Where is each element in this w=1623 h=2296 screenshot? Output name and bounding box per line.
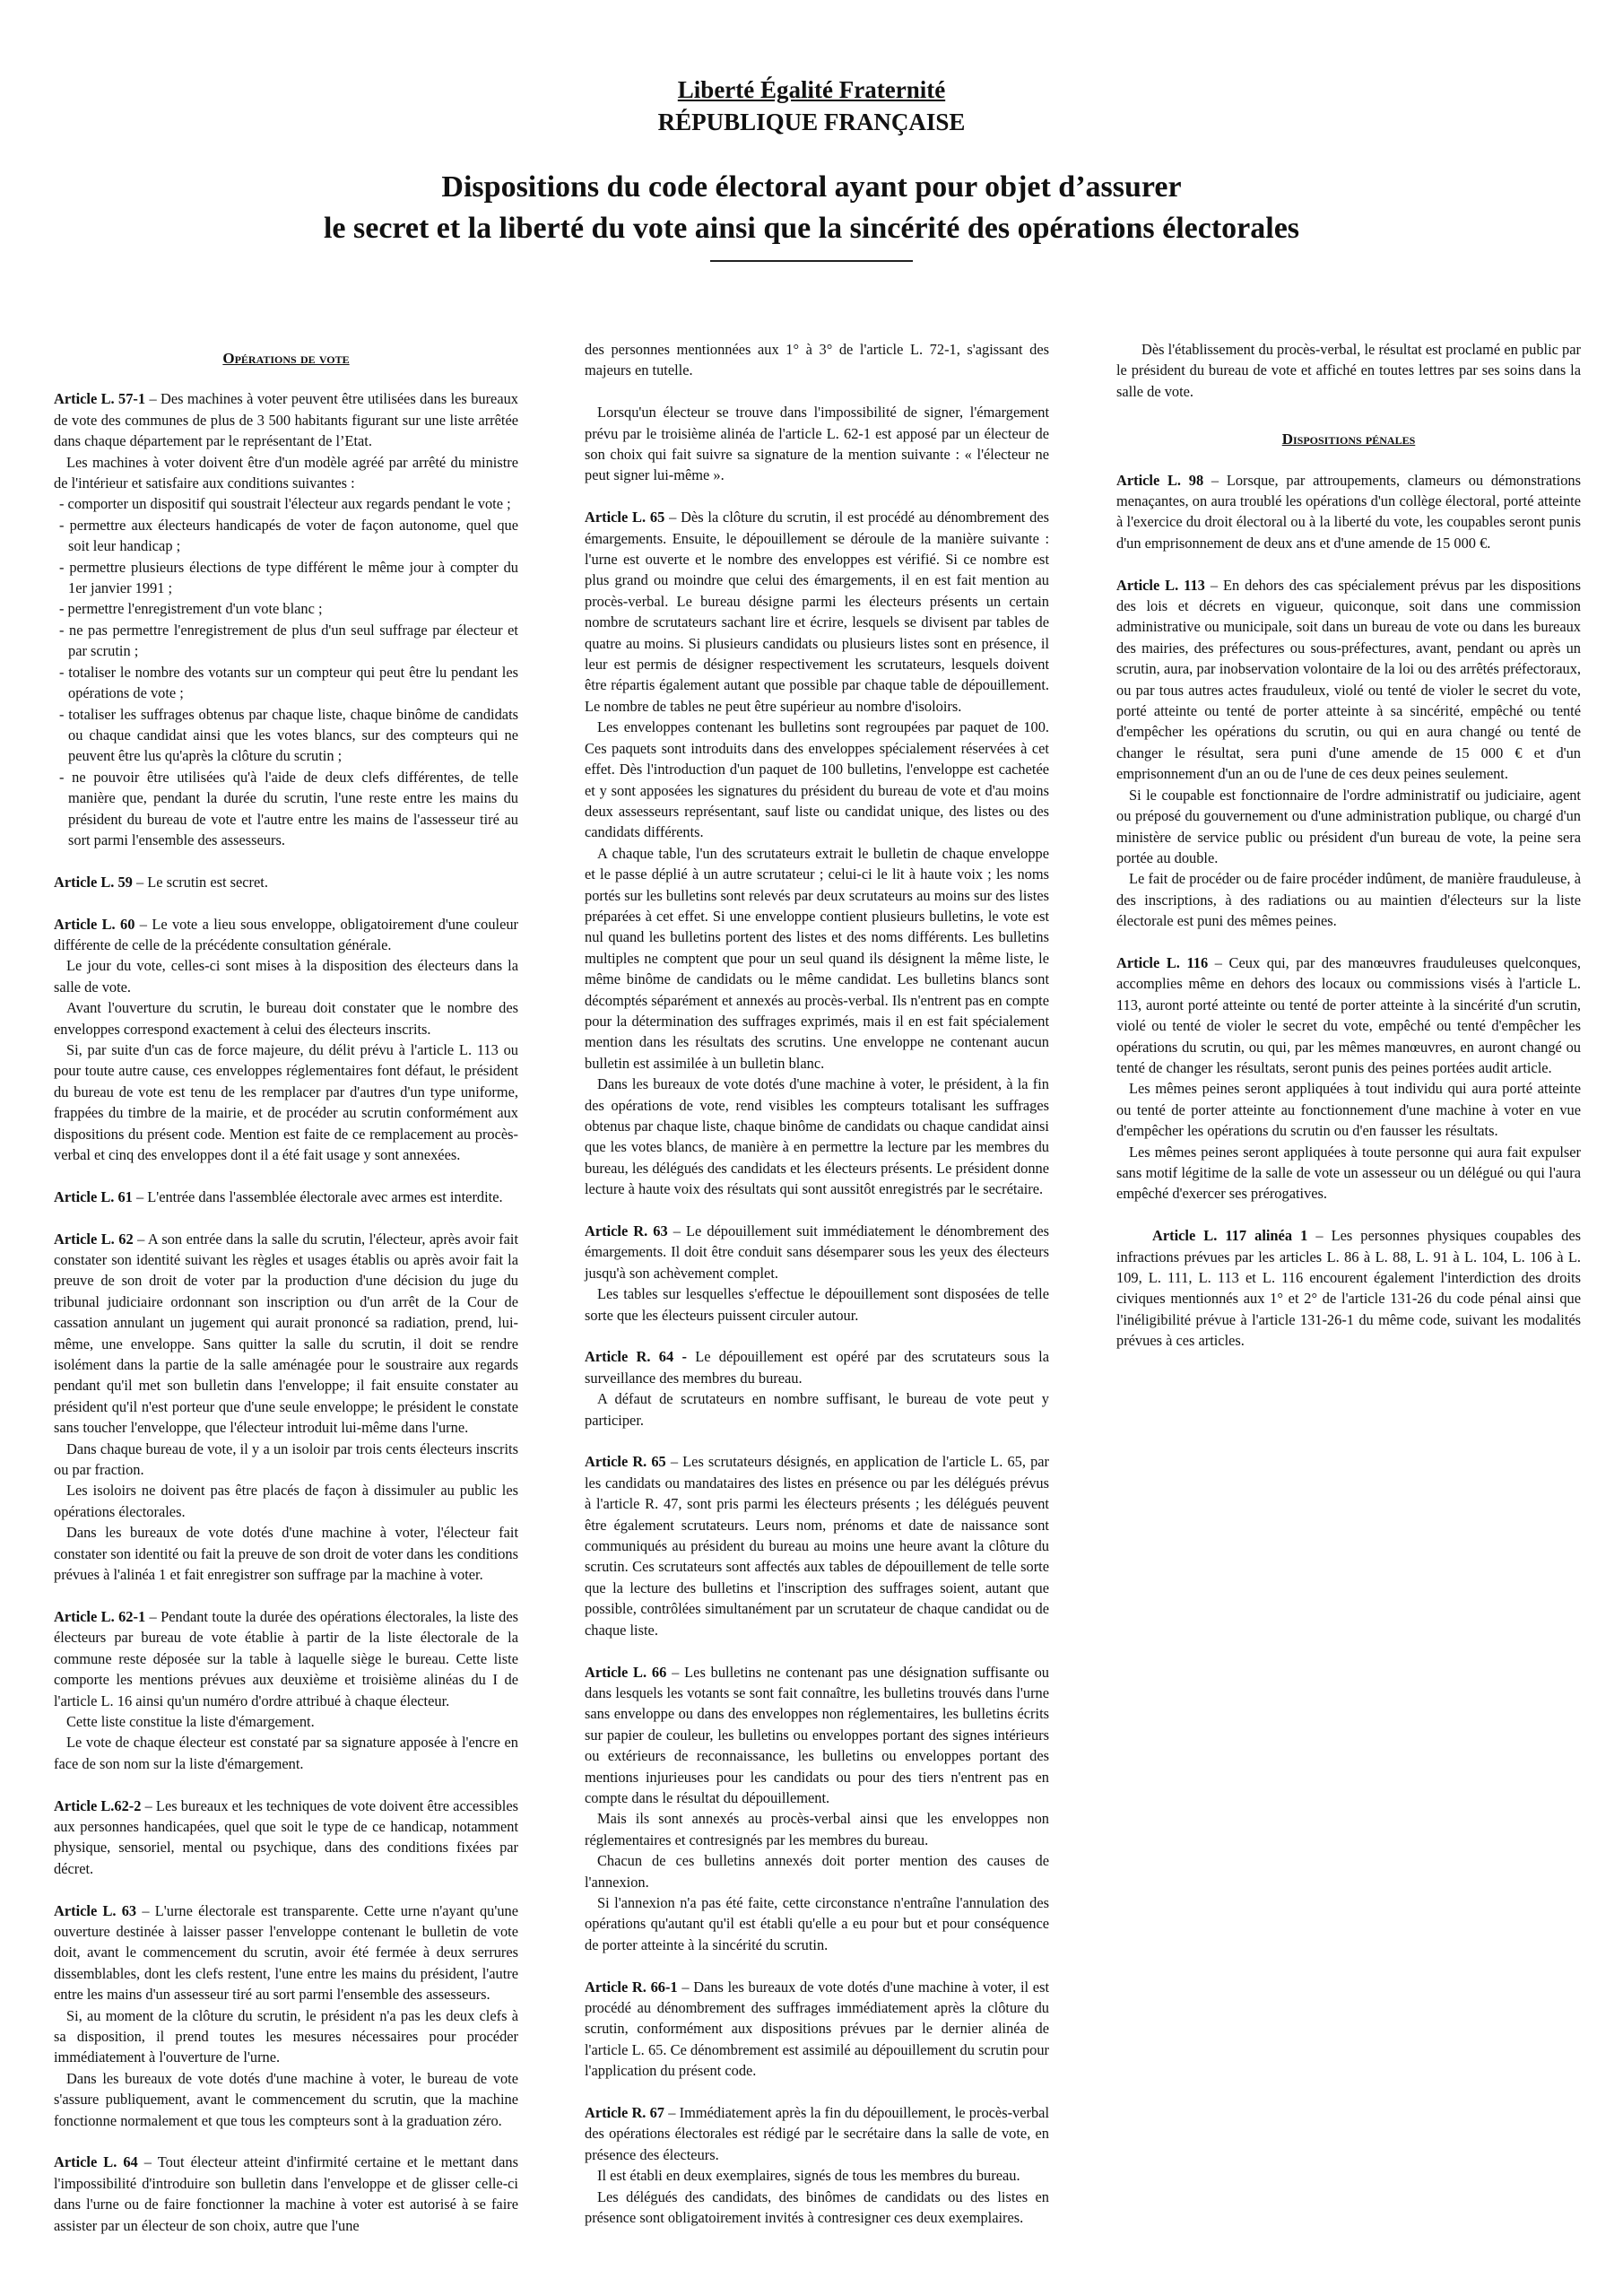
paragraph: Lorsqu'un électeur se trouve dans l'impossibilité de signer, l'émargement prévu par le troisième alinéa de l'article L. 62-1 est apposé par un électeur de son choix qui fait suivre sa signature de la mention suivante : « l'électeur ne peut signer lui-même ». — [585, 404, 1049, 484]
article-text: – Immédiatement après la fin du dépouillement, le procès-verbal des opérations électorales est rédigé par le secrétaire dans la salle de vote, en présence des électeurs. — [585, 2104, 1050, 2163]
article-block — [54, 1900, 518, 2005]
article-label: Article L.62-2 — [54, 1796, 142, 1814]
article-text: – Dans les bureaux de vote dotés d'une machine à voter, il est procédé au dénombrement des suffrages immédiatement après la clôture du scrutin, conformément aux dispositions prévues par le dernier alinéa de l'article L. 65. Ce dénombrement est assimilé au dépouillement du scrutin pour l'application du présent code. — [585, 1978, 1049, 2080]
paragraph: Si le coupable est fonctionnaire de l'ordre administratif ou judiciaire, agent ou préposé du gouvernement ou d'une administration publique, ou chargé d'un ministère de service public ou président d'un bureau de vote, la peine sera portée au double. — [1116, 786, 1581, 866]
paragraph: Le jour du vote, celles-ci sont mises à la disposition des électeurs dans la salle de vote. — [54, 957, 518, 996]
paragraph: Chacun de ces bulletins annexés doit porter mention des causes de l'annexion. — [585, 1852, 1049, 1891]
paragraph: Les mêmes peines seront appliquées à tout individu qui aura porté atteinte ou tenté de porter atteinte au fonctionnement d'une machine à voter en vue d'empêcher les opérations du scrutin ou d'en fausser les résultats. — [1116, 1080, 1581, 1140]
paragraph: Les machines à voter doivent être d'un modèle agréé par arrêté du ministre de l'intérieur et satisfaire aux conditions suivantes : — [54, 453, 518, 492]
list-item: - ne pas permettre l'enregistrement de plus d'un seul suffrage par électeur et par scrutin ; — [59, 621, 518, 660]
paragraph: Le vote de chaque électeur est constaté par sa signature apposée à l'encre en face de son nom sur la liste d'émargement. — [54, 1734, 518, 1772]
article-label: Article R. 67 — [585, 2104, 665, 2121]
paragraph: Dans les bureaux de vote dotés d'une machine à voter, le bureau de vote s'assure publiquement, avant le commencement du scrutin, que la machine fonctionne normalement et que tous les compteurs sont à la graduation zéro. — [54, 2069, 518, 2129]
article-label: Article L. 98 — [1116, 471, 1204, 489]
list-item: - totaliser les suffrages obtenus par chaque liste, chaque binôme de candidats ou chaque candidat ainsi que les votes blancs, sur des compteurs qui ne peuvent être lus qu'après la clôture du scrutin ; — [59, 705, 518, 765]
article-text: – Des machines à voter peuvent être utilisées dans les bureaux de vote des communes de plus de 3 500 habitants figurant sur une liste arrêtée dans chaque département par le représentant de l’Etat. — [54, 390, 518, 450]
paragraph: Il est établi en deux exemplaires, signés de tous les membres du bureau. — [597, 2167, 1020, 2185]
article-text: – Pendant toute la durée des opérations électorales, la liste des électeurs par bureau de vote établie à partir de la liste électorale de la commune reste déposée sur la table à laquelle siège le bureau. Cette liste comporte les mentions prévues aux deuxième et troisième alinéas du I de l'article L. 16 ainsi qu'un numéro d'ordre attribué à chaque électeur. — [54, 1607, 519, 1709]
article-label: Article L. 66 — [585, 1663, 667, 1681]
title-line-1: Dispositions du code électoral ayant pour objet d’assurer — [441, 170, 1182, 204]
article-label: Article L. 57-1 — [54, 390, 146, 408]
article-block — [585, 1977, 1049, 2082]
article-label: Article L. 113 — [1116, 576, 1205, 594]
paragraph: Si, par suite d'un cas de force majeure, du délit prévu à l'article L. 113 ou pour toute autre cause, ces enveloppes réglementaires font défaut, le président du bureau de vote est tenu de les remplacer par d'autres d'un type uniforme, frappées du timbre de la mairie, et de procéder au scrutin conformément aux dispositions du présent code. Mention est faite de ce remplacement au procès-verbal et cinq des enveloppes dont il a été fait usage y sont annexées. — [54, 1040, 518, 1163]
article-block — [1116, 470, 1581, 554]
article-text: – En dehors des cas spécialement prévus par les dispositions des lois et décrets en vigueur, quiconque, soit dans une commission administrative ou municipale, soit dans un bureau de vote ou dans les bureaux des mairies, des préfectures ou sous-préfectures, avant, pendant ou après un scrutin, aura, par inobservation volontaire de la loi ou des arrêtés préfectoraux, ou par tous autres actes frauduleux, violé ou tenté de violer le secret du vote, porté atteinte ou tenté de porter atteinte à sa sincérité, empêché ou tenté d'empêcher les opérations du scrutin, ou qui en aura changé ou tenté de changer le résultat, sera puni d'une amende de 15 000 € et d'un emprisonnement d'un an ou de l'une de ces deux peines seulement. — [1116, 576, 1581, 783]
list-item: - permettre l'enregistrement d'un vote blanc ; — [59, 600, 323, 618]
republic-name: RÉPUBLIQUE FRANÇAISE — [657, 109, 966, 135]
article-block — [585, 1221, 1049, 1283]
article-label: Article R. 65 — [585, 1453, 666, 1471]
list-item: - ne pouvoir être utilisées qu'à l'aide de deux clefs différentes, de telle manière que, pendant la durée du scrutin, l'une reste entre les mains du président du bureau de vote et l'autre entre les mains de l'assesseur tiré au sort parmi l'ensemble des assesseurs. — [59, 768, 518, 848]
paragraph: Les tables sur lesquelles s'effectue le dépouillement sont disposées de telle sorte que les électeurs puissent circuler autour. — [585, 1285, 1049, 1324]
article-block — [54, 872, 518, 892]
article-block — [585, 1346, 1049, 1388]
article-text: – Les personnes physiques coupables des infractions prévues par les articles L. 86 à L. 88, L. 91 à L. 104, L. 106 à L. 109, L. 111, L. 113 et L. 116 encourent également l'interdiction des droits civiques mentionnés aux 1° et 2° de l'article 131-26 du code pénal ainsi que l'inéligibilité prévue à l'article 131-26-1 du même code, suivant les modalités prévues à ces articles. — [1116, 1227, 1581, 1350]
article-block — [585, 1662, 1049, 1809]
paragraph: Les délégués des candidats, des binômes de candidats ou des listes en présence sont obligatoirement invités à contresigner ces deux exemplaires. — [585, 2187, 1049, 2227]
document-header — [0, 74, 1623, 138]
article-text: – A son entrée dans la salle du scrutin, l'électeur, après avoir fait constater son identité suivant les règles et usages établis ou après avoir fait la preuve de son droit de voter par la production d'une décision du juge du tribunal judiciaire ordonnant son inscription ou d'un arrêt de la Cour de cassation annulant un jugement qui aurait prononcé sa radiation, prend, lui-même, une enveloppe. Sans quitter la salle du scrutin, il doit se rendre isolément dans la partie de la salle aménagée pour le soustraire aux regards pendant qu'il met son bulletin dans l'enveloppe; il fait ensuite constater au président qu'il n'est porteur que d'une seule enveloppe; le président le constate sans toucher l'enveloppe, que l'électeur introduit lui-même dans l'urne. — [54, 1230, 518, 1437]
article-block — [585, 507, 1049, 717]
paragraph: Les isoloirs ne doivent pas être placés de façon à dissimuler au public les opérations électorales. — [54, 1482, 518, 1520]
paragraph: Le fait de procéder ou de faire procéder indûment, de manière frauduleuse, à des inscriptions, à des radiations ou au maintien d'électeurs sur la liste électorale est puni des mêmes peines. — [1116, 870, 1581, 930]
article-text: – Lorsque, par attroupements, clameurs ou démonstrations menaçantes, on aura troublé les opérations d'un collège électoral, porté atteinte à l'exercice du droit électoral ou à la liberté du vote, les coupables seront punis d'un emprisonnement de deux ans et d'une amende de 15 000 €. — [1116, 471, 1581, 552]
paragraph: Avant l'ouverture du scrutin, le bureau doit constater que le nombre des enveloppes correspond exactement à celui des électeurs inscrits. — [54, 999, 518, 1038]
article-label: Article L. 61 — [54, 1187, 133, 1205]
article-label: Article L. 62-1 — [54, 1607, 146, 1625]
article-text: – Le scrutin est secret. — [132, 873, 268, 891]
article-label: Article L. 60 — [54, 915, 135, 933]
article-block — [54, 1606, 518, 1711]
paragraph: Si l'annexion n'a pas été faite, cette circonstance n'entraîne l'annulation des opérations qu'autant qu'il est établi qu'elle a eu pour but et pour conséquence de porter atteinte à la sincérité du scrutin. — [585, 1893, 1049, 1953]
paragraph: Dans les bureaux de vote dotés d'une machine à voter, l'électeur fait constater son identité ou fait la preuve de son droit de voter dans les conditions prévues à l'alinéa 1 et fait enregistrer son suffrage par la machine à voter. — [54, 1524, 518, 1584]
paragraph: A défaut de scrutateurs en nombre suffisant, le bureau de vote peut y participer. — [585, 1390, 1049, 1429]
section-heading: Opérations de vote — [222, 350, 350, 367]
article-label: Article R. 66-1 — [585, 1978, 678, 1996]
article-block — [585, 1451, 1049, 1640]
list-item: - permettre aux électeurs handicapés de voter de façon autonome, quel que soit leur handicap ; — [59, 516, 518, 555]
paragraph: Les enveloppes contenant les bulletins sont regroupées par paquet de 100. Ces paquets sont introduits dans des enveloppes spécialement réservées à cet effet. Dès l'introduction d'un paquet de 100 bulletins, l'enveloppe est cachetée et y sont apposées les signatures du président du bureau de vote et d'au moins deux assesseurs représentant, sauf liste ou candidat unique, des listes ou des candidats différents. — [585, 718, 1049, 841]
list-item: - comporter un dispositif qui soustrait l'électeur aux regards pendant le vote ; — [59, 495, 511, 513]
paragraph: A chaque table, l'un des scrutateurs extrait le bulletin de chaque enveloppe et le passe déplié à un autre scrutateur ; celui-ci le lit à haute voix ; les noms portés sur les bulletins sont relevés par deux scrutateurs au moins sur des listes préparées à cet effet. Si une enveloppe contient plusieurs bulletins, le vote est nul quand les bulletins portent des listes et des noms différents. Les bulletins multiples ne comptent que pour un seul quand ils désignent la même liste, le même binôme de candidats ou le même candidat. Les bulletins blancs sont décomptés séparément et annexés au procès-verbal. Ils n'entrent pas en compte pour la détermination des suffrages exprimés, mais il en est fait spécialement mention dans les résultats des scrutins. Une enveloppe ne contenant aucun bulletin est assimilée à un bulletin blanc. — [585, 844, 1049, 1072]
article-label: Article L. 116 — [1116, 953, 1209, 971]
text-column-1 — [54, 339, 518, 2236]
article-text: – Les bulletins ne contenant pas une désignation suffisante ou dans lesquels les votants se sont fait connaître, les bulletins trouvés dans l'urne sans enveloppe ou dans des enveloppes non réglementaires, les bulletins écrits sur papier de couleur, les bulletins ou enveloppes portant des signes intérieurs ou extérieurs de reconnaissance, les bulletins ou enveloppes portant des mentions injurieuses pour les candidats ou pour des tiers n'entrent pas en compte dans le résultat du dépouillement. — [585, 1663, 1050, 1806]
article-text: – Le dépouillement suit immédiatement le dénombrement des émargements. Il doit être conduit sans désemparer sous les yeux des électeurs jusqu'à son achèvement complet. — [585, 1222, 1050, 1282]
article-text: – Les bureaux et les techniques de vote doivent être accessibles aux personnes handicapées, quel que soit le type de ce handicap, notamment physique, sensoriel, mental ou psychique, dans des conditions fixées par décret. — [54, 1796, 518, 1877]
paragraph: Si, au moment de la clôture du scrutin, le président n'a pas les deux clefs à sa disposition, il prend toutes les mesures nécessaires pour procéder immédiatement à l'ouverture de l'urne. — [54, 2006, 518, 2066]
document-title — [0, 167, 1623, 249]
article-text: – L'entrée dans l'assemblée électorale avec armes est interdite. — [132, 1187, 503, 1205]
article-label: Article L. 64 — [54, 2153, 138, 2171]
article-block — [1116, 952, 1581, 1078]
list-item: - totaliser le nombre des votants sur un compteur qui peut être lu pendant les opérations de vote ; — [59, 663, 518, 702]
article-block — [54, 388, 518, 451]
paragraph: Dans chaque bureau de vote, il y a un isoloir par trois cents électeurs inscrits ou par fraction. — [54, 1439, 518, 1479]
article-text: – L'urne électorale est transparente. Cette urne n'ayant qu'une ouverture destinée à laisser passer l'enveloppe contenant le bulletin de vote doit, avant le commencement du scrutin, avoir été fermée à deux serrures dissemblables, dont les clefs restent, l'une entre les mains du président, l'autre entre les mains d'un assesseur tiré au sort parmi l'ensemble des assesseurs. — [54, 1901, 518, 2004]
article-block — [54, 1796, 518, 1880]
article-block — [54, 914, 518, 956]
paragraph: des personnes mentionnées aux 1° à 3° de l'article L. 72-1, s'agissant des majeurs en tutelle. — [585, 341, 1049, 379]
article-text: – Ceux qui, par des manœuvres frauduleuses quelconques, accomplies même en dehors des locaux ou commissions visés à l'article L. 113, auront porté atteinte ou tenté de porter atteinte à la sincérité d'un scrutin, violé ou tenté de violer le secret du vote, empêché ou tenté d'empêcher les opérations du scrutin, ou qui, par les mêmes manœuvres, en auront changé ou tenté de changer les résultats, seront punis des peines portées audit article. — [1116, 953, 1581, 1076]
article-text: – Tout électeur atteint d'infirmité certaine et le mettant dans l'impossibilité d'introduire son bulletin dans l'enveloppe et de glisser celle-ci dans l'urne ou de faire fonctionner la machine à voter est autorisé à se faire assister par un électeur de son choix, autre que l'une — [54, 2153, 518, 2234]
text-column-2 — [585, 339, 1049, 2228]
paragraph: Dans les bureaux de vote dotés d'une machine à voter, le président, à la fin des opérations de vote, rend visibles les compteurs totalisant les suffrages obtenus par chaque liste, chaque binôme de candidats ou chaque candidat ainsi que les votes blancs, de manière à en permettre la lecture par les membres du bureau, les délégués des candidats et les électeurs présents. Le président donne lecture à haute voix des résultats qui sont aussitôt enregistrés par le secrétaire. — [585, 1075, 1049, 1198]
article-label: Article L. 63 — [54, 1901, 137, 1919]
article-label: Article L. 65 — [585, 509, 665, 526]
article-label: Article L. 62 — [54, 1230, 134, 1248]
article-block — [54, 1187, 518, 1207]
article-label: Article L. 59 — [54, 873, 133, 891]
article-label: Article L. 117 alinéa 1 — [1152, 1227, 1308, 1245]
article-text: Le dépouillement est opéré par des scrutateurs sous la surveillance des membres du bureau. — [585, 1348, 1049, 1387]
article-label: Article R. 64 - — [585, 1348, 687, 1366]
paragraph: Les mêmes peines seront appliquées à toute personne qui aura fait expulser sans motif légitime de la salle de vote un assesseur ou un délégué ou qui l'aura empêché d'exercer ses prérogatives. — [1116, 1143, 1581, 1203]
article-text: – Les scrutateurs désignés, en application de l'article L. 65, par les candidats ou mandataires des listes en présence ou par les délégués prévus à l'article R. 47, sont pris parmi les électeurs présents ; les délégués peuvent être également scrutateurs. Leurs nom, prénoms et date de naissance sont communiqués au président du bureau au moins une heure avant la clôture du scrutin. Ces scrutateurs sont affectés aux tables de dépouillement de telle sorte que la lecture des bulletins et l'inscription des suffrages soient, autant que possible, contrôlées simultanément par un scrutateur de chaque candidat ou de chaque liste. — [585, 1453, 1050, 1639]
title-line-2: le secret et la liberté du vote ainsi que la sincérité des opérations électorales — [323, 212, 1300, 245]
paragraph: Mais ils sont annexés au procès-verbal ainsi que les enveloppes non réglementaires et contresignés par les membres du bureau. — [585, 1810, 1049, 1848]
article-text: – Dès la clôture du scrutin, il est procédé au dénombrement des émargements. Ensuite, le dépouillement se déroule de la manière suivante : l'urne est ouverte et le nombre des enveloppes est vérifié. Si ce nombre est plus grand ou moindre que celui des émargements, il en est fait mention au procès-verbal. Le bureau désigne parmi les électeurs présents un certain nombre de scrutateurs sachant lire et écrire, lesquels se divisent par tables de quatre au moins. Si plusieurs candidats ou plusieurs listes sont en présence, il leur est permis de désigner respectivement les scrutateurs, lesquels doivent être répartis également autant que possible par chaque table de dépouillement. Le nombre de tables ne peut être supérieur au nombre d'isoloirs. — [585, 509, 1049, 715]
article-block — [54, 1229, 518, 1439]
list-item: - permettre plusieurs élections de type différent le même jour à compter du 1er janvier 1991 ; — [59, 558, 518, 597]
article-block — [585, 2102, 1049, 2165]
article-block — [54, 2152, 518, 2236]
title-divider — [710, 260, 913, 262]
national-motto: Liberté Égalité Fraternité — [677, 76, 946, 103]
article-text: – Le vote a lieu sous enveloppe, obligatoirement d'une couleur différente de celle de la précédente consultation générale. — [54, 915, 518, 953]
article-label: Article R. 63 — [585, 1222, 668, 1240]
paragraph: Cette liste constitue la liste d'émargement. — [66, 1712, 315, 1730]
article-block — [1116, 575, 1581, 785]
article-block — [1116, 1225, 1581, 1351]
text-column-3 — [1116, 339, 1581, 1352]
section-heading: Dispositions pénales — [1281, 430, 1416, 448]
paragraph: Dès l'établissement du procès-verbal, le résultat est proclamé en public par le président du bureau de vote et affiché en toutes lettres par ses soins dans la salle de vote. — [1116, 341, 1581, 400]
